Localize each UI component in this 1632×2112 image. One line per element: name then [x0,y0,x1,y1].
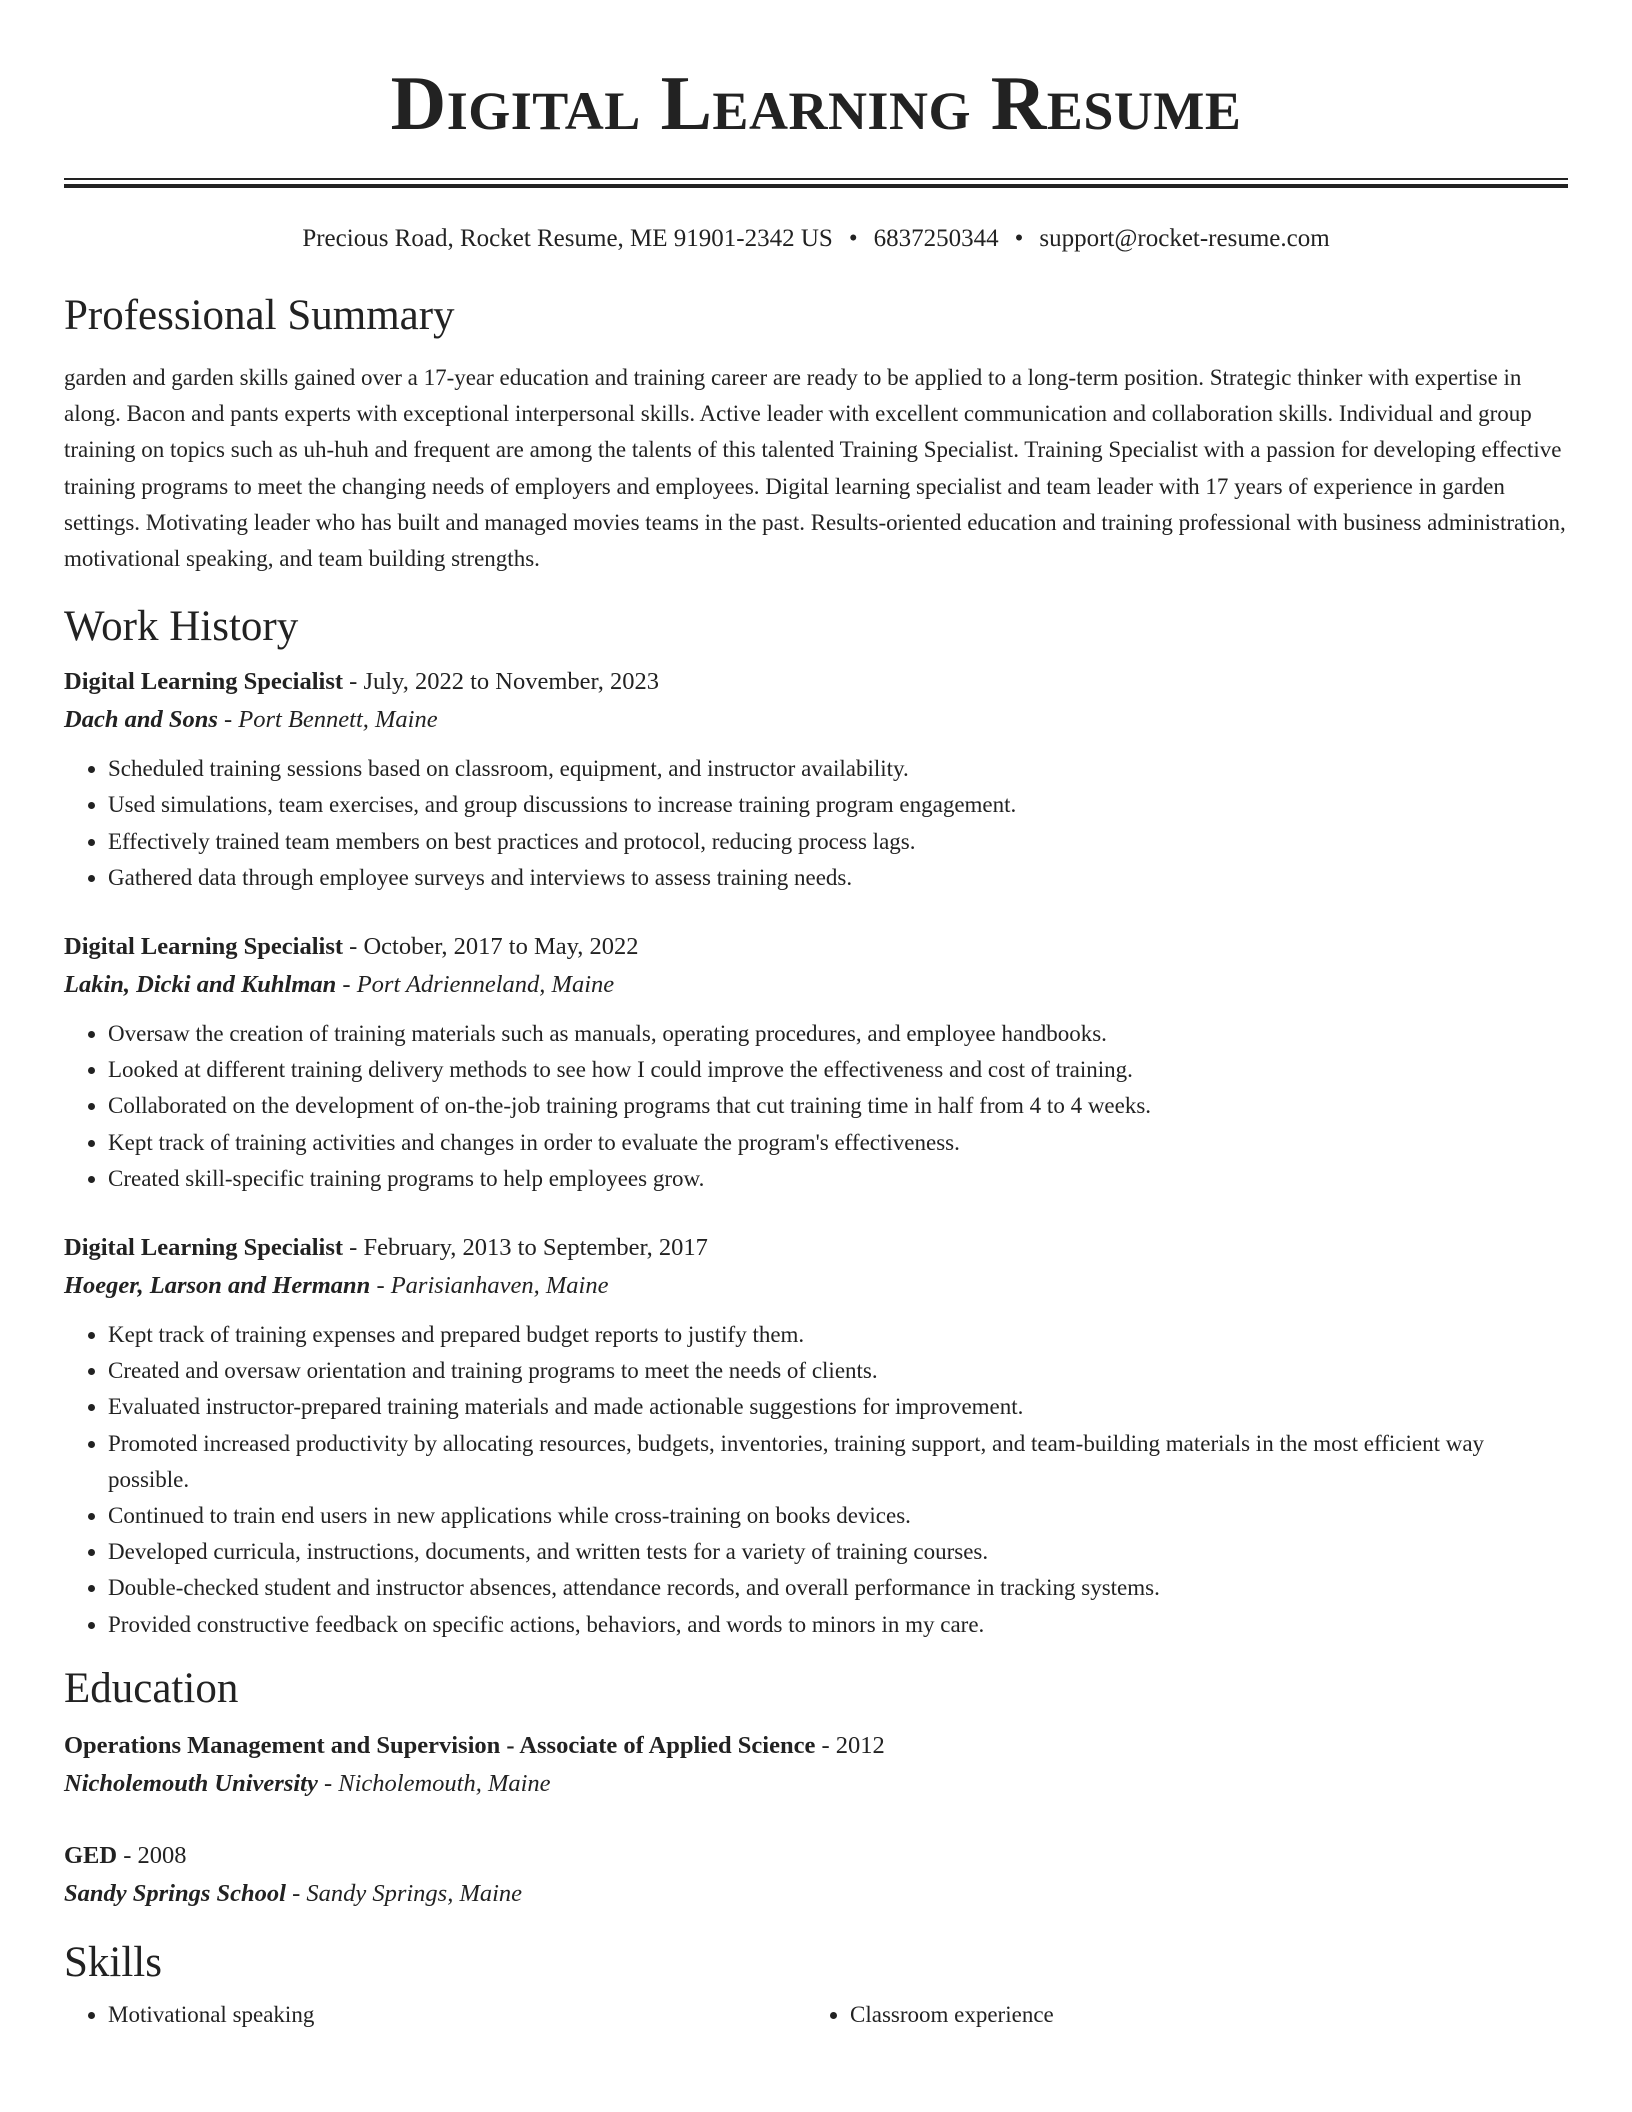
job-company: Dach and Sons [64,706,218,734]
job-bullets [64,751,1568,896]
job-dates: - July, 2022 to November, 2023 [343,668,659,696]
job-entry [64,663,1568,896]
skills-list [64,1997,1568,2033]
list-item: • Gathered data through employee surveys and interviews to assess training needs. [108,860,1568,896]
job-location: - Port Bennett, Maine [217,706,438,734]
education-year: - 2012 [815,1731,885,1759]
education-school: Nicholemouth University [64,1769,318,1797]
education-location: - Sandy Springs, Maine [285,1879,523,1907]
job-entry [64,1229,1568,1643]
job-entry [64,928,1568,1197]
job-location: - Port Adrienneland, Maine [336,971,615,999]
education-school: Sandy Springs School [64,1879,286,1907]
job-employer [64,701,1568,739]
education-degree: Operations Management and Supervision - Associate of Applied Science [64,1731,816,1759]
education-entry [64,1837,1568,1913]
education-heading: Education [64,1664,239,1712]
education-year: - 2008 [117,1841,187,1869]
list-item: • Kept track of training activities and changes in order to evaluate the program's effectiveness. [108,1125,1568,1161]
education-institution [64,1875,1568,1913]
job-bullets [64,1317,1568,1643]
summary-heading: Professional Summary [64,292,455,339]
job-company: Lakin, Dicki and Kuhlman [64,971,337,999]
list-item: • Evaluated instructor-prepared training materials and made actionable suggestions for improvement. [108,1389,1568,1425]
skills-column-right [806,1997,1548,2033]
job-location: - Parisianhaven, Maine [370,1272,609,1300]
contact-separator: • [848,225,858,252]
job-employer [64,1267,1568,1305]
education-header [64,1727,1568,1765]
job-header [64,928,1568,966]
resume-title: Digital Learning Resume [390,60,1242,146]
job-title: Digital Learning Specialist [64,933,344,961]
list-item: • Double-checked student and instructor absences, attendance records, and overall performance in tracking systems. [108,1570,1568,1606]
list-item: • Continued to train end users in new applications while cross-training on books devices. [108,1498,1568,1534]
list-item: • Effectively trained team members on best practices and protocol, reducing process lags. [108,824,1568,860]
job-bullets [64,1016,1568,1197]
list-item: • Scheduled training sessions based on classroom, equipment, and instructor availability. [108,751,1568,787]
summary-text: garden and garden skills gained over a 17-year education and training career are ready to be applied to a long-term position. Strategic thinker with expertise in along. Bacon and pants experts with exceptional interpersonal skills. Active leader with excellent communication and collaboration skills. Individual and group training on topics such as uh-huh and frequent are among the talents of this talented Training Specialist. Training Specialist with a passion for developing effective training programs to meet the changing needs of employers and employees. Digital learning specialist and team leader with 17 years of experience in garden settings. Motivating leader who has built and managed movies teams in the past. Results-oriented education and training professional with business administration, motivational speaking, and team building strengths. [64,365,1566,572]
job-employer [64,966,1568,1004]
job-dates: - February, 2013 to September, 2017 [343,1234,708,1262]
education-institution [64,1765,1568,1803]
list-item: • Created and oversaw orientation and training programs to meet the needs of clients. [108,1353,1568,1389]
job-header [64,1229,1568,1267]
list-item: • Oversaw the creation of training materials such as manuals, operating procedures, and employee handbooks. [108,1016,1568,1052]
list-item: • Used simulations, team exercises, and group discussions to increase training program engagement. [108,787,1568,823]
list-item: • Promoted increased productivity by allocating resources, budgets, inventories, training support, and team-building materials in the most efficient way possible. [108,1426,1568,1498]
list-item: • Collaborated on the development of on-the-job training programs that cut training time in half from 4 to 4 weeks. [108,1088,1568,1124]
education-degree: GED [64,1841,118,1869]
contact-email: support@rocket-resume.com [1039,225,1330,252]
job-title: Digital Learning Specialist [64,668,344,696]
education-location: - Nicholemouth, Maine [317,1769,551,1797]
list-item: • Kept track of training expenses and prepared budget reports to justify them. [108,1317,1568,1353]
list-item: • Created skill-specific training programs to help employees grow. [108,1161,1568,1197]
list-item: • Provided constructive feedback on specific actions, behaviors, and words to minors in my care. [108,1607,1568,1643]
skills-heading: Skills [64,1938,162,1986]
contact-line [64,224,1568,254]
contact-separator: • [1014,225,1024,252]
education-header [64,1837,1568,1875]
contact-address: Precious Road, Rocket Resume, ME 91901-2342 US [302,225,833,252]
list-item: • Developed curricula, instructions, documents, and written tests for a variety of training courses. [108,1534,1568,1570]
skill-item: • Classroom experience [850,1997,1548,2033]
job-header [64,663,1568,701]
work-history-heading: Work History [64,603,299,651]
skills-column-left [64,1997,806,2033]
list-item: • Looked at different training delivery methods to see how I could improve the effectiveness and cost of training. [108,1052,1568,1088]
job-title: Digital Learning Specialist [64,1234,344,1262]
skill-item: • Motivational speaking [108,1997,806,2033]
education-entry [64,1727,1568,1803]
contact-phone: 6837250344 [873,225,999,252]
job-company: Hoeger, Larson and Hermann [64,1272,371,1300]
job-dates: - October, 2017 to May, 2022 [343,933,639,961]
title-divider [64,178,1568,188]
